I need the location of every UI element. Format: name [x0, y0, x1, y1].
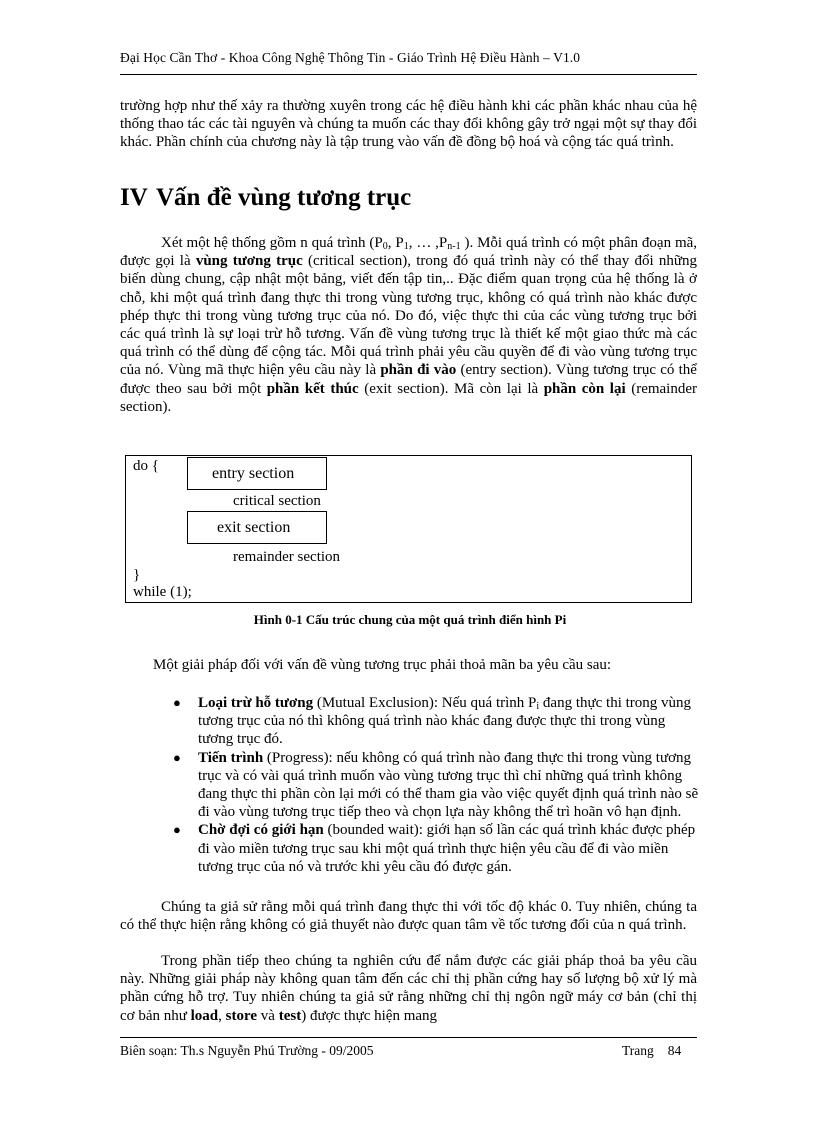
requirement-term: Tiến trình	[198, 749, 264, 766]
speed-paragraph: Chúng ta giả sử rằng mỗi quá trình đang thực thi với tốc độ khác 0. Tuy nhiên, chúng ta có thể thực hiện rằng không có giả thuyết nào được quan tâm về tốc tương đối của n quá trình.	[120, 899, 697, 934]
bullet-icon: ●	[173, 695, 181, 710]
term-test: test	[278, 1007, 302, 1024]
requirements-intro: Một giải pháp đối với vấn đề vùng tương trục phải thoả mãn ba yêu cầu sau:	[153, 657, 612, 673]
critical-section-label: critical section	[233, 493, 321, 509]
term-entry-section: phần đi vào	[380, 362, 457, 379]
requirements-list	[171, 694, 699, 876]
page-number: 84	[667, 1043, 682, 1058]
section-title: Vấn đề vùng tương trục	[156, 184, 412, 211]
bullet-icon: ●	[173, 822, 181, 838]
section-number: IV	[120, 184, 148, 211]
header-rule	[120, 74, 697, 75]
critical-section-paragraph: Xét một hệ thống gồm n quá trình ($P_0$, $P_1$, … $,P_{n-1}$ ). Mỗi quá trình có một phân đoạn mã, được gọi là vùng tương trục (critical section), trong đó quá trình này có thể thay đổi những biến dùng chung, cập nhật một bảng, viết đến tập tin,.. Đặc điểm quan trọng của hệ thống là ở chỗ, khi một quá trình đang thực thi trong vùng tương trục, không có quá trình nào khác được phép thực thi trong vùng tương trục của nó. Do đó, việc thực thi của các vùng tương trục bởi các quá trình là sự loại trừ hỗ tương. Vấn đề vùng tương trục là thiết kế một giao thức mà các quá trình có thể dùng để cộng tác. Mỗi quá trình phải yêu cầu quyền để đi vào vùng tương trục của nó. Vùng mã thực hiện yêu cầu này là phần đi vào (entry section). Vùng tương trục có thể được theo sau bởi một phần kết thúc (exit section). Mã còn lại là phần còn lại (remainder section).	[120, 235, 698, 415]
remainder-section-label: remainder section	[233, 549, 341, 565]
next-paragraph: Trong phần tiếp theo chúng ta nghiên cứu để nắm được các giải pháp thoả ba yêu cầu này. Những giải pháp này không quan tâm đến các chỉ thị phần cứng hay số lượng bộ xử lý mà phần cứng hỗ trợ. Tuy nhiên chúng ta giả sử rằng những chỉ thị ngôn ngữ máy cơ bản (chỉ thị cơ bản như load, store và test) được thực hiện mang	[120, 953, 697, 1024]
list-item: ● Chờ đợi có giới hạn (bounded wait): giới hạn số lần các quá trình khác được phép đi vào miền tương trục sau khi một quá trình thực hiện yêu cầu để đi vào miền tương trục của nó và trước khi yêu cầu đó được gán.	[173, 822, 696, 875]
entry-section-box	[187, 457, 327, 490]
running-header: Đại Học Cần Thơ - Khoa Công Nghệ Thông Tin - Giáo Trình Hệ Điều Hành – V1.0	[120, 50, 581, 65]
term-load: load	[190, 1007, 219, 1024]
page-label: Trang	[622, 1043, 654, 1058]
term-store: store	[225, 1007, 258, 1024]
bullet-icon: ●	[173, 749, 181, 765]
code-while-line: while (1);	[133, 584, 192, 600]
term-critical-section: vùng tương trục	[195, 253, 303, 270]
list-item: ● Loại trừ hỗ tương (Mutual Exclusion): Nếu quá trình $P_i$ đang thực thi trong vùng tương trục của nó thì không quá trình nào khác đang được thực thi trong vùng tương trục đó.	[173, 695, 692, 748]
requirement-term: Chờ đợi có giới hạn	[198, 822, 324, 839]
exit-section-label: exit section	[217, 519, 291, 536]
figure-caption: Hình 0-1 Cấu trúc chung của một quá trình điển hình Pi	[253, 612, 567, 627]
section-heading	[120, 184, 411, 212]
list-item: ● Tiến trình (Progress): nếu không có quá trình nào đang thực thi trong vùng tương trục và có vài quá trình muốn vào vùng tương trục thì chỉ những quá trình không đang thực thi phần còn lại mới có thể tham gia vào việc quyết định quá trình nào sẽ đi vào vùng tương trục tiếp theo và chọn lựa này không thể trì hoãn vô hạn định.	[173, 749, 699, 821]
footer-page	[622, 1043, 681, 1059]
term-exit-section: phần kết thúc	[266, 380, 359, 397]
footer-author: Biên soạn: Th.s Nguyễn Phú Trường - 09/2005	[120, 1043, 374, 1058]
footer-rule	[120, 1037, 697, 1038]
term-remainder-section: phần còn lại	[543, 380, 626, 397]
intro-paragraph: trường hợp như thế xảy ra thường xuyên trong các hệ điều hành khi các phần khác nhau của hệ thống thao tác các tài nguyên và chúng ta muốn các thay đổi không gây trở ngại một sự thay đổi khác. Phần chính của chương này là tập trung vào vấn đề đồng bộ hoá và cộng tác quá trình.	[120, 98, 697, 151]
code-structure-figure	[125, 455, 692, 603]
code-close-brace: }	[133, 567, 141, 583]
entry-section-label: entry section	[212, 465, 295, 482]
code-do-line: do {	[133, 458, 159, 474]
requirement-term: Loại trừ hỗ tương	[198, 695, 314, 711]
exit-section-box	[187, 511, 327, 544]
